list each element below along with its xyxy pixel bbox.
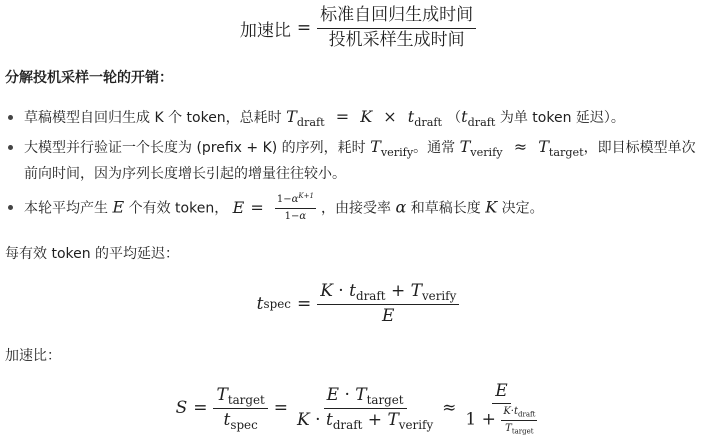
draft-latency-symbol: $t_{draft}$ (461, 107, 496, 129)
list-item-draft-cost: 草稿模型自回归生成 K 个 token，总耗时 $T_{draft} = K \times t_{draft}$ （$t_{draft}$ 为单 token 延迟）。 (0, 104, 716, 134)
overhead-heading: 分解投机采样一轮的开销： (5, 70, 173, 86)
speedup-ratio-fraction: $\frac{T_{target}}{t_{spec}}$ (213, 386, 267, 430)
list-item-expected-tokens: 本轮平均产生 E 个有效 token， E = $\frac{1-\alpha^{K+1}}{1-\alpha}$ ，由接受率 α 和草稿长度 K 决定。 (0, 194, 716, 224)
expected-tokens-symbol: E (112, 197, 125, 217)
equals-sign: = (296, 18, 312, 38)
speedup-lhs: 加速比 (239, 20, 291, 41)
speedup-expanded-fraction: $\frac{E \cdot T_{target}}{K \cdot t_{draft} + T_{verify}}$ (297, 384, 434, 432)
expected-tokens-formula: E = $\frac{1-\alpha^{K+1}}{1-\alpha}$ (232, 191, 314, 222)
speedup-label: 加速比： (5, 348, 61, 364)
fraction-denominator: 投机采样生成时间 (328, 29, 465, 50)
bullet-text: 草稿模型自回归生成 K 个 token，总耗时 (24, 110, 282, 126)
speedup-definition-fraction (317, 6, 476, 50)
list-item-verify-cost: 大模型并行验证一个长度为 (prefix + K) 的序列，耗时 $T_{verify}$。通常 $T_{verify} \approx T_{target}$，即目标模型单次 前向时间，因为序列长度增长引起的增量往往较小。 (0, 134, 716, 194)
speedup-definition-equation (0, 5, 716, 51)
avg-latency-label: 每有效 token 的平均延迟： (5, 246, 180, 262)
speedup-approx-fraction: E 1 + $\frac{K\cdot t_{draft}}{T_{target}}$ (465, 380, 536, 436)
expected-tokens-fraction: $\frac{1-\alpha^{K+1}}{1-\alpha}$ (276, 191, 314, 222)
bullet-dot (8, 145, 13, 150)
bullet-dot (8, 115, 13, 120)
bullet-dot (8, 205, 13, 210)
overhead-list (0, 104, 716, 224)
fraction-numerator: 标准自回归生成时间 (317, 6, 476, 29)
acceptance-rate-symbol: α (395, 197, 407, 217)
verify-approx-formula: $T_{verify} \approx T_{target}$ (459, 137, 584, 159)
draft-length-symbol: K (485, 197, 498, 217)
spec-latency-fraction: $\frac{K \cdot t_{draft} + T_{verify}}{E}$ (317, 282, 459, 326)
verify-time-symbol: $T_{verify}$ (370, 137, 414, 159)
speedup-equation: S = $\frac{T_{target}}{t_{spec}}$ = $\frac{E \cdot T_{target}}{K \cdot t_{draft} + T_{verify}}$ ≈ E 1 + $\frac{K\cdot t_{draft}}{T_{target}}$ (0, 381, 716, 435)
draft-total-formula: $T_{draft} = K \times t_{draft}$ (286, 107, 443, 129)
inner-ratio-fraction: $\frac{K\cdot t_{draft}}{T_{target}}$ (503, 406, 536, 436)
spec-latency-equation: t spec = $\frac{K \cdot t_{draft} + T_{verify}}{E}$ (0, 280, 716, 328)
